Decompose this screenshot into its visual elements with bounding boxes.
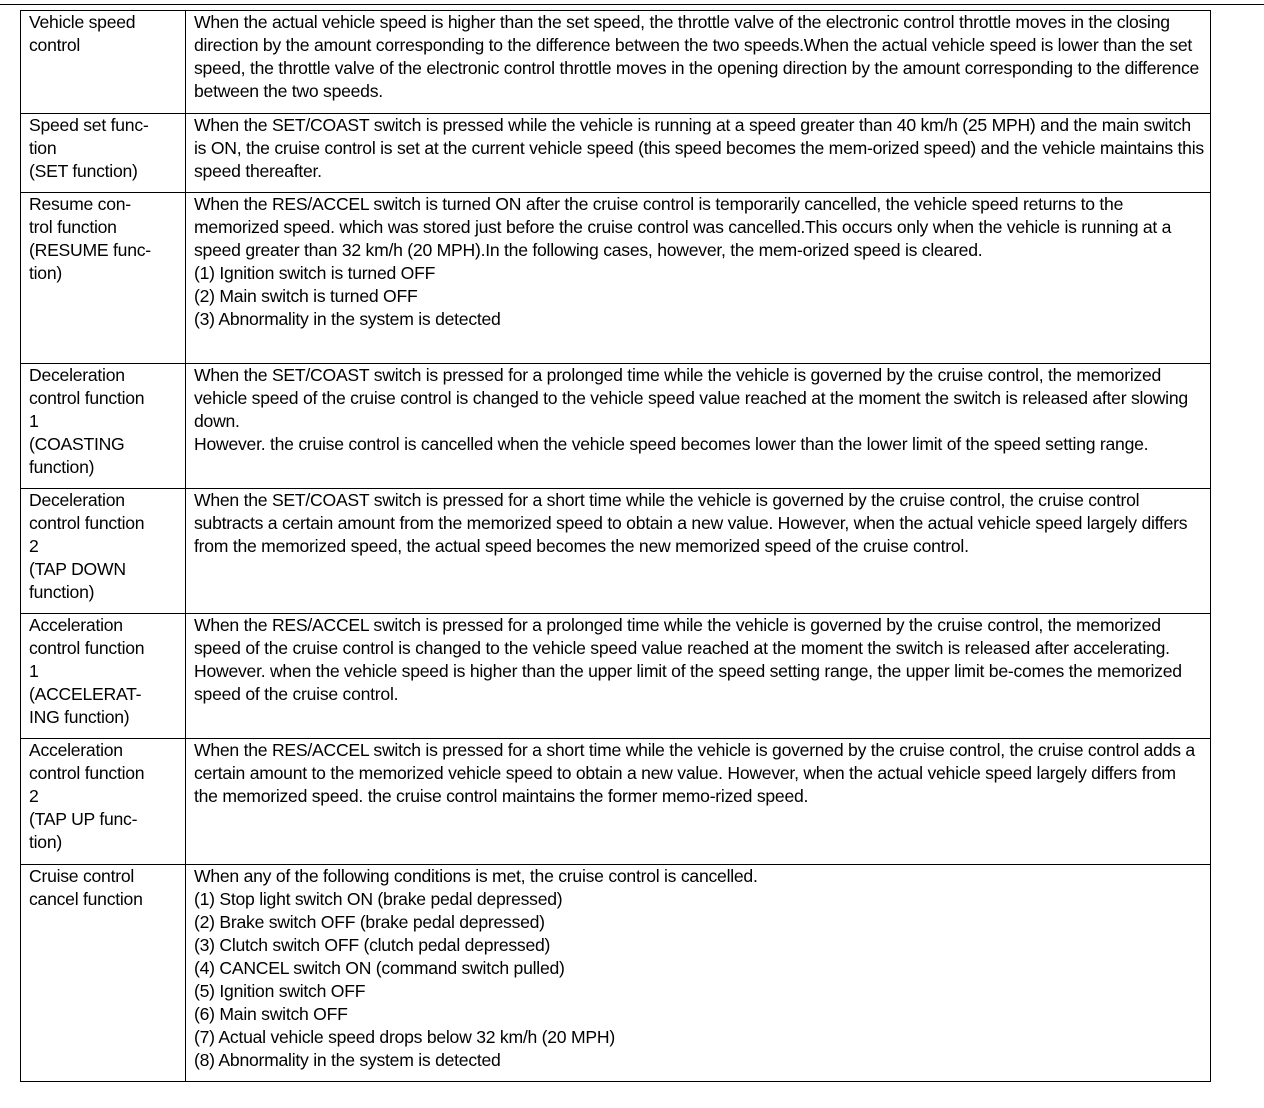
description-text: When the RES/ACCEL switch is pressed for a short time while the vehicle is governed by the cruise control, the cruise control adds a certain amount to the memorized vehicle speed to obtain a new value. However, when the actual vehicle speed largely differs from the memorized speed. the cruise control maintains the former memo-rized speed. (194, 740, 1195, 806)
table-row (21, 489, 1211, 614)
condition-item: (4) CANCEL switch ON (command switch pulled) (194, 958, 565, 978)
function-name: Speed set func- tion (SET function) (29, 115, 149, 181)
function-name: Resume con- trol function (RESUME func- tion) (29, 194, 151, 283)
description-cell (186, 11, 1211, 114)
condition-item: (5) Ignition switch OFF (194, 981, 366, 1001)
function-name-cell (21, 193, 186, 364)
condition-item: (8) Abnormality in the system is detected (194, 1050, 501, 1070)
description-text: When the SET/COAST switch is pressed for a prolonged time while the vehicle is governed by the cruise control, the memorized vehicle speed of the cruise control is changed to the vehicle speed value reached at the moment the switch is released after slowing down. (194, 365, 1188, 431)
description-cell (186, 489, 1211, 614)
condition-item: (2) Brake switch OFF (brake pedal depressed) (194, 912, 545, 932)
table-row (21, 11, 1211, 114)
function-name-cell (21, 114, 186, 193)
description-text: However. when the vehicle speed is higher than the upper limit of the speed setting range, the upper limit be-comes the memorized speed of the cruise control. (194, 661, 1182, 704)
description-cell (186, 114, 1211, 193)
description-cell (186, 739, 1211, 865)
description-cell (186, 364, 1211, 489)
function-name: Acceleration control function 1 (ACCELERAT- ING function) (29, 615, 145, 727)
function-name: Acceleration control function 2 (TAP UP func- tion) (29, 740, 145, 852)
description-text: When the SET/COAST switch is pressed while the vehicle is running at a speed greater than 40 km/h (25 MPH) and the main switch is ON, the cruise control is set at the current vehicle speed (this speed becomes the mem-orized speed) and the vehicle maintains this speed thereafter. (194, 115, 1204, 181)
function-name-cell (21, 739, 186, 865)
table-row (21, 614, 1211, 739)
condition-item: (6) Main switch OFF (194, 1004, 348, 1024)
function-name: Cruise control cancel function (29, 866, 143, 909)
table-row (21, 193, 1211, 364)
condition-item: (3) Clutch switch OFF (clutch pedal depressed) (194, 935, 551, 955)
description-text: When the RES/ACCEL switch is turned ON after the cruise control is temporarily cancelled, the vehicle speed returns to the memorized speed. which was stored just before the cruise control was cancelled.This occurs only when the vehicle is running at a speed greater than 32 km/h (20 MPH).In the following cases, however, the mem-orized speed is cleared. (194, 194, 1172, 260)
table-row (21, 865, 1211, 1082)
function-name-cell (21, 614, 186, 739)
condition-item: (1) Stop light switch ON (brake pedal depressed) (194, 889, 563, 909)
description-text: When any of the following conditions is met, the cruise control is cancelled. (194, 866, 758, 886)
description-cell (186, 193, 1211, 364)
description-cell (186, 614, 1211, 739)
function-name-cell (21, 11, 186, 114)
function-name: Deceleration control function 2 (TAP DOWN function) (29, 490, 145, 602)
function-name: Vehicle speed control (29, 12, 136, 55)
function-name-cell (21, 489, 186, 614)
description-cell (186, 865, 1211, 1082)
top-rule (0, 4, 1264, 5)
function-name-cell (21, 364, 186, 489)
condition-item: (2) Main switch is turned OFF (194, 286, 418, 306)
function-name: Deceleration control function 1 (COASTING function) (29, 365, 145, 477)
function-name-cell (21, 865, 186, 1082)
description-text: When the SET/COAST switch is pressed for a short time while the vehicle is governed by the cruise control, the cruise control subtracts a certain amount from the memorized speed to obtain a new value. However, when the actual vehicle speed largely differs from the memorized speed, the actual speed becomes the new memorized speed of the cruise control. (194, 490, 1188, 556)
table-row (21, 739, 1211, 865)
table-row (21, 364, 1211, 489)
description-text: When the actual vehicle speed is higher than the set speed, the throttle valve of the electronic control throttle moves in the closing direction by the amount corresponding to the difference between the two speeds.When the actual vehicle speed is lower than the set speed, the throttle valve of the electronic control throttle moves in the opening direction by the amount corresponding to the difference between the two speeds. (194, 12, 1200, 101)
condition-item: (3) Abnormality in the system is detected (194, 309, 501, 329)
cruise-control-function-table (20, 10, 1211, 1082)
description-text: However. the cruise control is cancelled when the vehicle speed becomes lower than the lower limit of the speed setting range. (194, 434, 1149, 454)
description-text: When the RES/ACCEL switch is pressed for a prolonged time while the vehicle is governed by the cruise control, the memorized speed of the cruise control is changed to the vehicle speed value reached at the moment the switch is released after accelerating. (194, 615, 1170, 658)
condition-item: (1) Ignition switch is turned OFF (194, 263, 436, 283)
condition-item: (7) Actual vehicle speed drops below 32 km/h (20 MPH) (194, 1027, 615, 1047)
table-row (21, 114, 1211, 193)
